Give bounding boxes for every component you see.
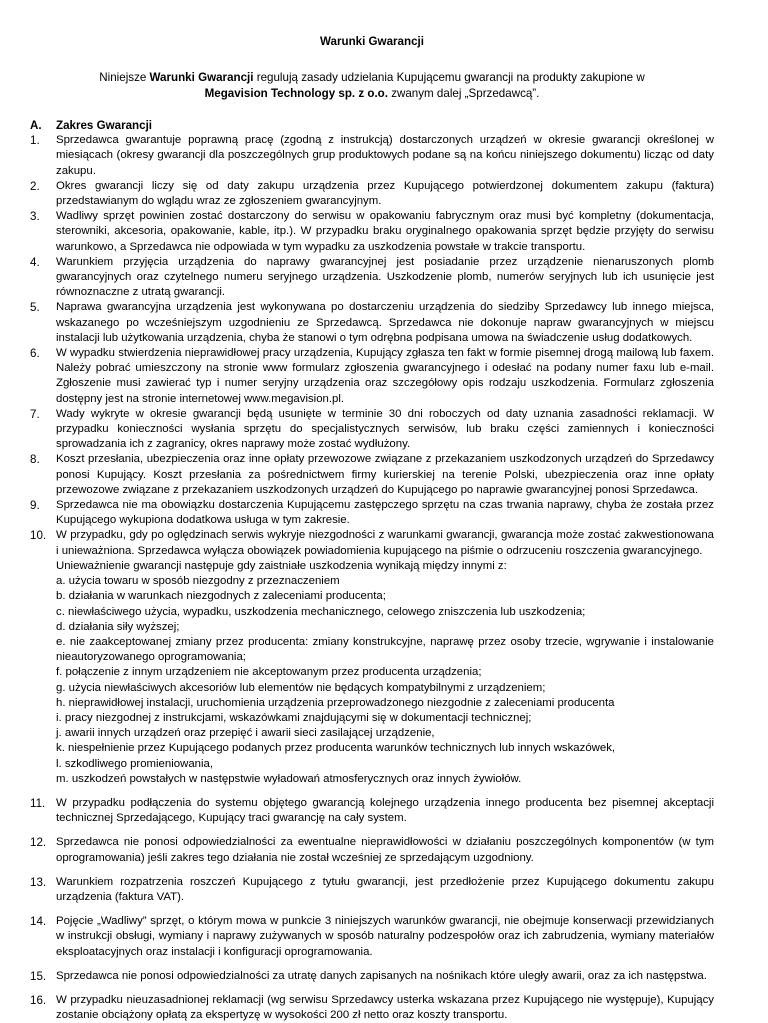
item-text-block <box>56 179 714 209</box>
list-item <box>30 796 714 826</box>
item-number: 3. <box>30 210 40 224</box>
item-number: 5. <box>30 301 40 315</box>
item-number: 7. <box>30 407 40 421</box>
item-text: Naprawa gwarancyjna urządzenia jest wykonywana po dostarczeniu urządzenia do siedziby Sprzedawcy lub innego miejsca, wskazanego po wcześniejszym uzgodnieniu ze Sprzedawcą. Sprzedawca nie dokonuje napraw gwarancyjnych w miejscu instalacji lub użytkowania urządzenia, chyba że stanowi o tym odrębna podpisana umowa na świadczenie usług dodatkowych. <box>56 301 714 344</box>
list-item <box>30 914 714 960</box>
item-number: 4. <box>30 255 40 269</box>
sub-item: b. działania w warunkach niezgodnych z zaleceniami producenta; <box>56 590 386 603</box>
item-number: 9. <box>30 499 40 513</box>
sub-item: e. nie zaakceptowanej zmiany przez producenta: zmiany konstrukcyjne, naprawę przez osoby trzecie, wgrywanie i instalowanie nieautoryzowanego oprogramowania; <box>56 635 714 664</box>
sub-item: h. nieprawidłowej instalacji, uruchomienia urządzenia przeprowadzonego niezgodnie z zaleceniami producenta <box>56 696 615 709</box>
item-number: 2. <box>30 179 40 193</box>
sub-item: l. szkodliwego promieniowania, <box>56 757 214 770</box>
section-title: Zakres Gwarancji <box>56 119 153 132</box>
item-text-block <box>56 528 714 786</box>
sub-item: m. uszkodzeń powstałych w następstwie wyładowań atmosferycznych oraz innych żywiołów. <box>56 772 522 785</box>
document-title: Warunki Gwarancji <box>320 35 424 48</box>
item-text: Wady wykryte w okresie gwarancji będą usunięte w terminie 30 dni roboczych od daty uznania zasadności reklamacji. W przypadku konieczności wysłania sprzętu do specjalistycznych serwisów, lub braku części zamiennych i konieczności sprowadzania ich z zagranicy, okres naprawy może zostać wydłużony. <box>56 407 714 451</box>
list-item <box>30 179 714 209</box>
list-item <box>30 346 714 407</box>
sub-intro: Unieważnienie gwarancji następuje gdy zaistniałe uszkodzenia wynikają między innymi z: <box>56 559 507 572</box>
item-text-block <box>56 255 714 301</box>
list-item <box>30 875 714 905</box>
intro-paragraph <box>30 70 714 101</box>
item-number: 16. <box>30 993 47 1007</box>
item-text: Koszt przesłania, ubezpieczenia oraz inne opłaty przewozowe związane z przekazaniem uszkodzonych urządzeń do Sprzedawcy ponosi Kupujący. Koszt przesłania za pośrednictwem firmy kurierskiej na terenie Polski, ubezpieczenia oraz inne opłaty przewozowe związane z przekazaniem uszkodzonych urządzeń do Kupującego po naprawie gwarancyjnej ponosi Sprzedawca. <box>56 453 714 496</box>
intro-bold-company: Megavision Technology sp. z o.o. <box>204 86 388 100</box>
item-number: 10. <box>30 529 47 543</box>
item-text: Sprzedawca nie ponosi odpowiedzialności za ewentualne nieprawidłowości w działaniu poszczególnych komponentów (w tym oprogramowania) jeśli zakres tego działania nie został wcześniej ze sprzedającym uzgodniony. <box>56 836 714 864</box>
sub-item: f. połączenie z innym urządzeniem nie akceptowanym przez producenta urządzenia; <box>56 666 482 679</box>
list-item <box>30 528 714 786</box>
section-letter: A. <box>30 119 42 132</box>
sub-item: j. awarii innych urządzeń oraz przepięć i awarii sieci zasilającej urządzenie, <box>56 727 435 740</box>
item-number: 1. <box>30 134 40 148</box>
item-number: 14. <box>30 915 47 929</box>
list-item <box>30 993 714 1023</box>
list-item <box>30 255 714 301</box>
item-text: Warunkiem rozpatrzenia roszczeń Kupującego z tytułu gwarancji, jest przedłożenie przez Kupującego dokumentu zakupu urządzenia (faktura VAT). <box>56 875 714 903</box>
sub-item: c. niewłaściwego użycia, wypadku, uszkodzenia mechanicznego, celowego zniszczenia lub uszkodzenia; <box>56 605 586 618</box>
item-text: Pojęcie „Wadliwy” sprzęt, o którym mowa w punkcie 3 niniejszych warunków gwarancji, nie obejmuje konserwacji przewidzianych w instrukcji obsługi, wymiany i naprawy zużywanych w sposób naturalny podzespołów oraz ich zabrudzenia, wymiany materiałów eksploatacyjnych oraz instalacji i konfiguracji oprogramowania. <box>56 915 714 958</box>
section-a <box>30 118 714 1023</box>
sub-item: a. użycia towaru w sposób niezgodny z przeznaczeniem <box>56 575 340 588</box>
item-text-block <box>56 452 714 498</box>
item-number: 15. <box>30 969 47 983</box>
section-heading <box>30 118 714 133</box>
item-number: 8. <box>30 453 40 467</box>
item-text-block <box>56 875 714 905</box>
item-number: 12. <box>30 836 47 850</box>
list-item <box>30 209 714 255</box>
item-number: 11. <box>30 796 46 810</box>
item-text-block <box>56 993 714 1023</box>
sub-item: g. użycia niewłaściwych akcesoriów lub elementów nie będących kompatybilnymi z urządzeniem; <box>56 681 546 694</box>
item-text-block <box>56 407 714 453</box>
item-number: 13. <box>30 875 47 889</box>
list-item <box>30 407 714 453</box>
item-text: W przypadku nieuzasadnionej reklamacji (wg serwisu Sprzedawcy usterka wskazana przez Kupującego nie występuje), Kupujący zostanie obciążony opłatą za ekspertyzę w wysokości 200 zł netto oraz koszty transportu. <box>56 993 714 1022</box>
list-item <box>30 452 714 498</box>
item-text-block <box>56 346 714 407</box>
item-text: W przypadku podłączenia do systemu objętego gwarancją kolejnego urządzenia innego producenta bez pisemnej akceptacji technicznej Sprzedającego, Kupujący traci gwarancję na cały system. <box>56 796 714 825</box>
item-text-block <box>56 498 714 528</box>
intro-text-2: regulują zasady udzielania Kupującemu gwarancji na produkty zakupione w <box>253 71 645 84</box>
item-text-block <box>56 796 714 826</box>
item-text-block <box>56 914 714 960</box>
list-item <box>30 133 714 179</box>
item-text: W przypadku, gdy po oględzinach serwis wykryje niezgodności z warunkami gwarancji, gwarancja może zostać zakwestionowana i unieważniona. Sprzedawca wyłącza obowiązek powiadomienia kupującego na piśmie o odrzuceniu roszczenia gwarancyjnego. <box>56 529 714 557</box>
item-text-block <box>56 969 714 984</box>
list-item <box>30 300 714 346</box>
list-item <box>30 969 714 984</box>
item-text: Warunkiem przyjęcia urządzenia do naprawy gwarancyjnej jest posiadanie przez urządzenie nienaruszonych plomb gwarancyjnych oraz czytelnego numeru seryjnego urządzenia. Uszkodzenie plomb, numerów seryjnych lub ich usunięcie jest równoznaczne z utratą gwarancji. <box>56 255 714 299</box>
list-item <box>30 498 714 528</box>
item-text-block <box>56 300 714 346</box>
item-text: Okres gwarancji liczy się od daty zakupu urządzenia przez Kupującego potwierdzonej dokumentem zakupu (faktura) przedstawianym do wglądu wraz ze zgłoszeniem gwarancyjnym. <box>56 179 714 208</box>
item-text: Sprzedawca nie ma obowiązku dostarczenia Kupującemu zastępczego sprzętu na czas trwania naprawy, chyba że została przez Kupującego wykupiona dodatkowa usługa w tym zakresie. <box>56 499 714 527</box>
intro-text-1: Niniejsze <box>99 71 150 84</box>
intro-text-3: zwanym dalej „Sprzedawcą”. <box>387 86 540 100</box>
item-text: Wadliwy sprzęt powinien zostać dostarczony do serwisu w opakowaniu fabrycznym oraz musi być kompletny (dokumentacja, sterowniki, akcesoria, opakowanie, kable, itp.). W przypadku braku oryginalnego opakowania sprzęt będzie przyjęty do serwisu warunkowo, a Sprzedawca nie odpowiada w tym wypadku za uszkodzenia powstałe w trakcie transportu. <box>56 210 714 253</box>
item-text: W wypadku stwierdzenia nieprawidłowej pracy urządzenia, Kupujący zgłasza ten fakt w formie pisemnej drogą mailową lub faxem. Należy pobrać umieszczony na stronie www formularz zgłoszenia gwarancyjnego i odesłać na podany numer faxu lub e-mail. Zgłoszenie musi zawierać typ i numer seryjny urządzenia oraz szczegółowy opis rodzaju uszkodzenia. Formularz zgłoszenia dostępny jest na stronie internetowej www.megavision.pl. <box>56 347 714 405</box>
sub-item: i. pracy niezgodnej z instrukcjami, wskazówkami znajdującymi się w dokumentacji technicznej; <box>56 711 532 724</box>
item-text-block <box>56 209 714 255</box>
item-text: Sprzedawca gwarantuje poprawną pracę (zgodną z instrukcją) dostarczonych urządzeń w okresie gwarancji określonej w miesiącach (okresy gwarancji dla poszczególnych grup produktowych podane są na końcu niniejszego dokumentu) licząc od daty zakupu. <box>56 134 714 177</box>
sub-item: k. niespełnienie przez Kupującego podanych przez producenta warunków technicznych lub innych wskazówek, <box>56 742 616 755</box>
item-number: 6. <box>30 347 40 361</box>
item-text-block <box>56 133 714 179</box>
item-text: Sprzedawca nie ponosi odpowiedzialności za utratę danych zapisanych na nośnikach które uległy awarii, oraz za ich następstwa. <box>56 969 707 982</box>
item-list <box>30 133 714 1023</box>
item-text-block <box>56 835 714 865</box>
intro-bold-terms: Warunki Gwarancji <box>149 71 254 84</box>
list-item <box>30 835 714 865</box>
sub-item: d. działania siły wyższej; <box>56 620 180 633</box>
